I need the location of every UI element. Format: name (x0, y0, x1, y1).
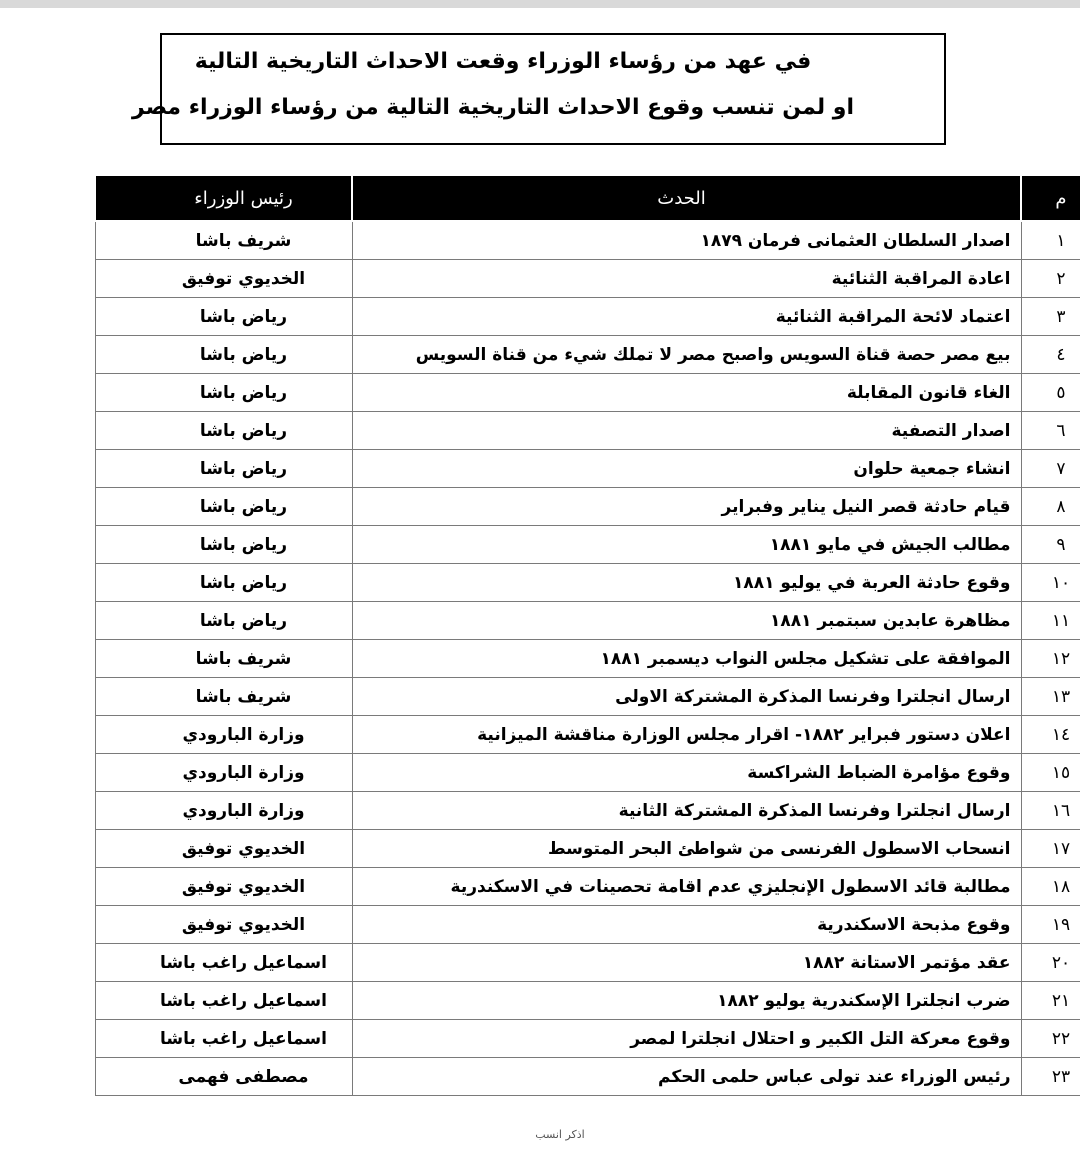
row-minister: مصطفى فهمى (95, 1058, 352, 1096)
row-minister: رياض باشا (95, 488, 352, 526)
row-number: ١٠ (1021, 564, 1080, 602)
row-number: ١٨ (1021, 868, 1080, 906)
row-minister: رياض باشا (95, 412, 352, 450)
table-row (95, 678, 1080, 716)
row-minister: الخديوي توفيق (95, 260, 352, 298)
row-event: انشاء جمعية حلوان (352, 450, 1021, 488)
row-minister: وزارة البارودي (95, 716, 352, 754)
row-minister: اسماعيل راغب باشا (95, 1020, 352, 1058)
row-minister: وزارة البارودي (95, 792, 352, 830)
row-event: ضرب انجلترا الإسكندرية يوليو ١٨٨٢ (352, 982, 1021, 1020)
row-number: ٢١ (1021, 982, 1080, 1020)
row-number: ١٦ (1021, 792, 1080, 830)
row-minister: شريف باشا (95, 640, 352, 678)
row-number: ٢ (1021, 260, 1080, 298)
row-event: مطالبة قائد الاسطول الإنجليزي عدم اقامة تحصينات في الاسكندرية (352, 868, 1021, 906)
row-event: انسحاب الاسطول الفرنسى من شواطئ البحر المتوسط (352, 830, 1021, 868)
table-row (95, 412, 1080, 450)
row-number: ١٤ (1021, 716, 1080, 754)
footer-note: اذكر انسب (535, 1128, 585, 1141)
row-event: ارسال انجلترا وفرنسا المذكرة المشتركة الاولى (352, 678, 1021, 716)
row-minister: رياض باشا (95, 298, 352, 336)
row-number: ١٩ (1021, 906, 1080, 944)
title-line-1: في عهد من رؤساء الوزراء وقعت الاحداث التاريخية التالية (194, 49, 812, 74)
row-number: ١٥ (1021, 754, 1080, 792)
row-number: ٢٢ (1021, 1020, 1080, 1058)
row-event: اصدار السلطان العثمانى فرمان ١٨٧٩ (352, 221, 1021, 260)
row-number: ١١ (1021, 602, 1080, 640)
row-minister: الخديوي توفيق (95, 868, 352, 906)
row-minister: الخديوي توفيق (95, 830, 352, 868)
row-event: اعادة المراقبة الثنائية (352, 260, 1021, 298)
row-event: وقوع مؤامرة الضباط الشراكسة (352, 754, 1021, 792)
table-row (95, 830, 1080, 868)
table-header-row (95, 175, 1080, 221)
row-event: مظاهرة عابدين سبتمبر ١٨٨١ (352, 602, 1021, 640)
top-shade (0, 0, 1080, 8)
table-row (95, 982, 1080, 1020)
row-number: ١٧ (1021, 830, 1080, 868)
table-body (95, 221, 1080, 1096)
row-number: ٩ (1021, 526, 1080, 564)
row-event: اعلان دستور فبراير ١٨٨٢- اقرار مجلس الوزارة مناقشة الميزانية (352, 716, 1021, 754)
table-row (95, 906, 1080, 944)
row-minister: رياض باشا (95, 526, 352, 564)
row-minister: اسماعيل راغب باشا (95, 944, 352, 982)
table-row (95, 298, 1080, 336)
table-row (95, 640, 1080, 678)
row-number: ١ (1021, 221, 1080, 260)
row-event: ارسال انجلترا وفرنسا المذكرة المشتركة الثانية (352, 792, 1021, 830)
row-event: اصدار التصفية (352, 412, 1021, 450)
row-number: ٧ (1021, 450, 1080, 488)
table-row (95, 602, 1080, 640)
row-event: اعتماد لائحة المراقبة الثنائية (352, 298, 1021, 336)
row-event: بيع مصر حصة قناة السويس واصبح مصر لا تملك شيء من قناة السويس (352, 336, 1021, 374)
row-event: وقوع معركة التل الكبير و احتلال انجلترا لمصر (352, 1020, 1021, 1058)
title-box (132, 33, 946, 145)
table-row (95, 336, 1080, 374)
row-event: عقد مؤتمر الاستانة ١٨٨٢ (352, 944, 1021, 982)
events-table (94, 174, 1080, 1096)
row-number: ١٢ (1021, 640, 1080, 678)
row-number: ١٣ (1021, 678, 1080, 716)
row-event: مطالب الجيش في مايو ١٨٨١ (352, 526, 1021, 564)
row-minister: وزارة البارودي (95, 754, 352, 792)
row-minister: رياض باشا (95, 564, 352, 602)
row-minister: شريف باشا (95, 678, 352, 716)
row-minister: رياض باشا (95, 336, 352, 374)
table-row (95, 754, 1080, 792)
row-event: قيام حادثة قصر النيل يناير وفبراير (352, 488, 1021, 526)
row-number: ٤ (1021, 336, 1080, 374)
table-row (95, 792, 1080, 830)
row-minister: اسماعيل راغب باشا (95, 982, 352, 1020)
row-number: ٨ (1021, 488, 1080, 526)
row-event: وقوع حادثة العربة في يوليو ١٨٨١ (352, 564, 1021, 602)
row-minister: رياض باشا (95, 450, 352, 488)
table-row (95, 374, 1080, 412)
row-minister: رياض باشا (95, 602, 352, 640)
row-minister: الخديوي توفيق (95, 906, 352, 944)
table-row (95, 221, 1080, 260)
row-event: الغاء قانون المقابلة (352, 374, 1021, 412)
table-row (95, 716, 1080, 754)
table-row (95, 1058, 1080, 1096)
title-line-2: او لمن تنسب وقوع الاحداث التاريخية التالية من رؤساء الوزراء مصر (132, 95, 854, 120)
row-minister: شريف باشا (95, 221, 352, 260)
table-row (95, 868, 1080, 906)
table-row (95, 260, 1080, 298)
row-minister: رياض باشا (95, 374, 352, 412)
table-row (95, 526, 1080, 564)
table-row (95, 450, 1080, 488)
table-row (95, 488, 1080, 526)
row-number: ٢٣ (1021, 1058, 1080, 1096)
header-minister: رئيس الوزراء (95, 175, 352, 221)
table-row (95, 944, 1080, 982)
header-number: م (1021, 175, 1080, 221)
table-row (95, 564, 1080, 602)
row-number: ٥ (1021, 374, 1080, 412)
row-number: ٢٠ (1021, 944, 1080, 982)
row-event: رئيس الوزراء عند تولى عباس حلمى الحكم (352, 1058, 1021, 1096)
table-row (95, 1020, 1080, 1058)
row-event: الموافقة على تشكيل مجلس النواب ديسمبر ١٨٨١ (352, 640, 1021, 678)
row-event: وقوع مذبحة الاسكندرية (352, 906, 1021, 944)
row-number: ٣ (1021, 298, 1080, 336)
row-number: ٦ (1021, 412, 1080, 450)
header-event: الحدث (352, 175, 1021, 221)
